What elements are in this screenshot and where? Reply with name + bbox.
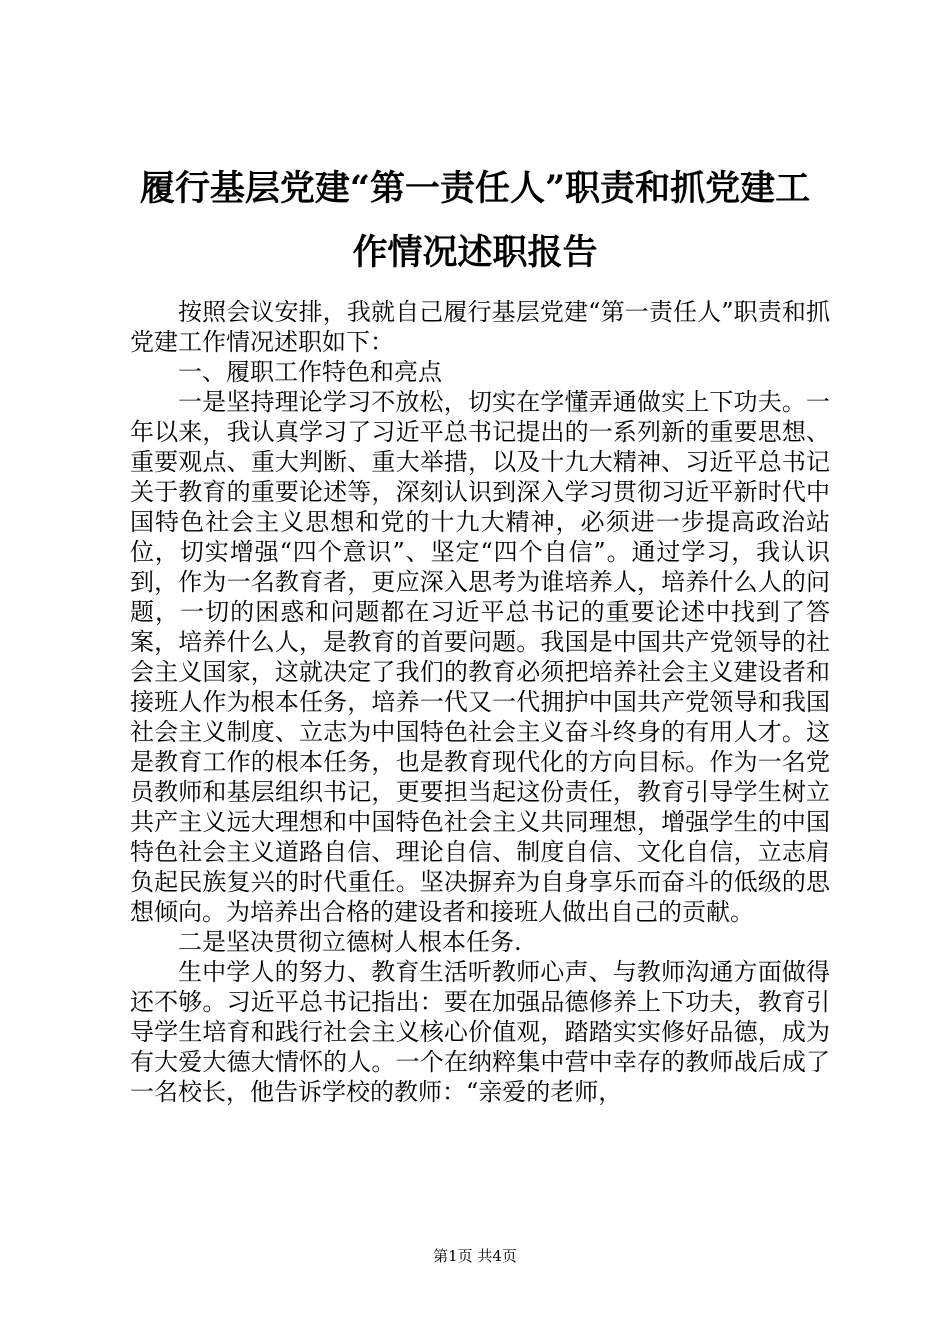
document-body	[130, 297, 830, 1107]
paragraph-intro: 按照会议安排，我就自己履行基层党建“第一责任人”职责和抓党建工作情况述职如下：	[130, 298, 830, 356]
paragraph-point-2-body: 生中学人的努力、教育生活听教师心声、与教师沟通方面做得还不够。习近平总书记指出：要在加强品德修养上下功夫，教育引导学生培育和践行社会主义核心价值观，踏踏实实修好品德，成为有大爱大德大情怀的人。一个在纳粹集中营中幸存的教师战后成了一名校长，他告诉学校的教师：“亲爱的老师，	[130, 958, 830, 1106]
paragraph-point-1: 一是坚持理论学习不放松，切实在学懂弄通做实上下功夫。一年以来，我认真学习了习近平总书记提出的一系列新的重要思想、重要观点、重大判断、重大举措，以及十九大精神、习近平总书记关于教育的重要论述等，深刻认识到深入学习贯彻习近平新时代中国特色社会主义思想和党的十九大精神，必须进一步提高政治站位，切实增强“四个意识”、坚定“四个自信”。通过学习，我认识到，作为一名教育者，更应深入思考为谁培养人，培养什么人的问题，一切的困惑和问题都在习近平总书记的重要论述中找到了答案，培养什么人，是教育的首要问题。我国是中国共产党领导的社会主义国家，这就决定了我们的教育必须把培养社会主义建设者和接班人作为根本任务，培养一代又一代拥护中国共产党领导和我国社会主义制度、立志为中国特色社会主义奋斗终身的有用人才。这是教育工作的根本任务，也是教育现代化的方向目标。作为一名党员教师和基层组织书记，更要担当起这份责任，教育引导学生树立共产主义远大理想和中国特色社会主义共同理想，增强学生的中国特色社会主义道路自信、理论自信、制度自信、文化自信，立志肩负起民族复兴的时代重任。坚决摒弃为自身享乐而奋斗的低级的思想倾向。为培养出合格的建设者和接班人做出自己的贡献。	[130, 388, 830, 926]
page-footer: 第1页 共4页	[433, 1247, 517, 1265]
document-title	[120, 157, 830, 285]
title-line-1: 履行基层党建“第一责任人”职责和抓党建工	[139, 168, 811, 209]
title-line-2: 作情况述职报告	[352, 232, 598, 273]
section-heading: 一、履职工作特色和亮点	[178, 358, 442, 386]
paragraph-point-2-heading: 二是坚决贯彻立德树人根本任务.	[178, 928, 522, 956]
